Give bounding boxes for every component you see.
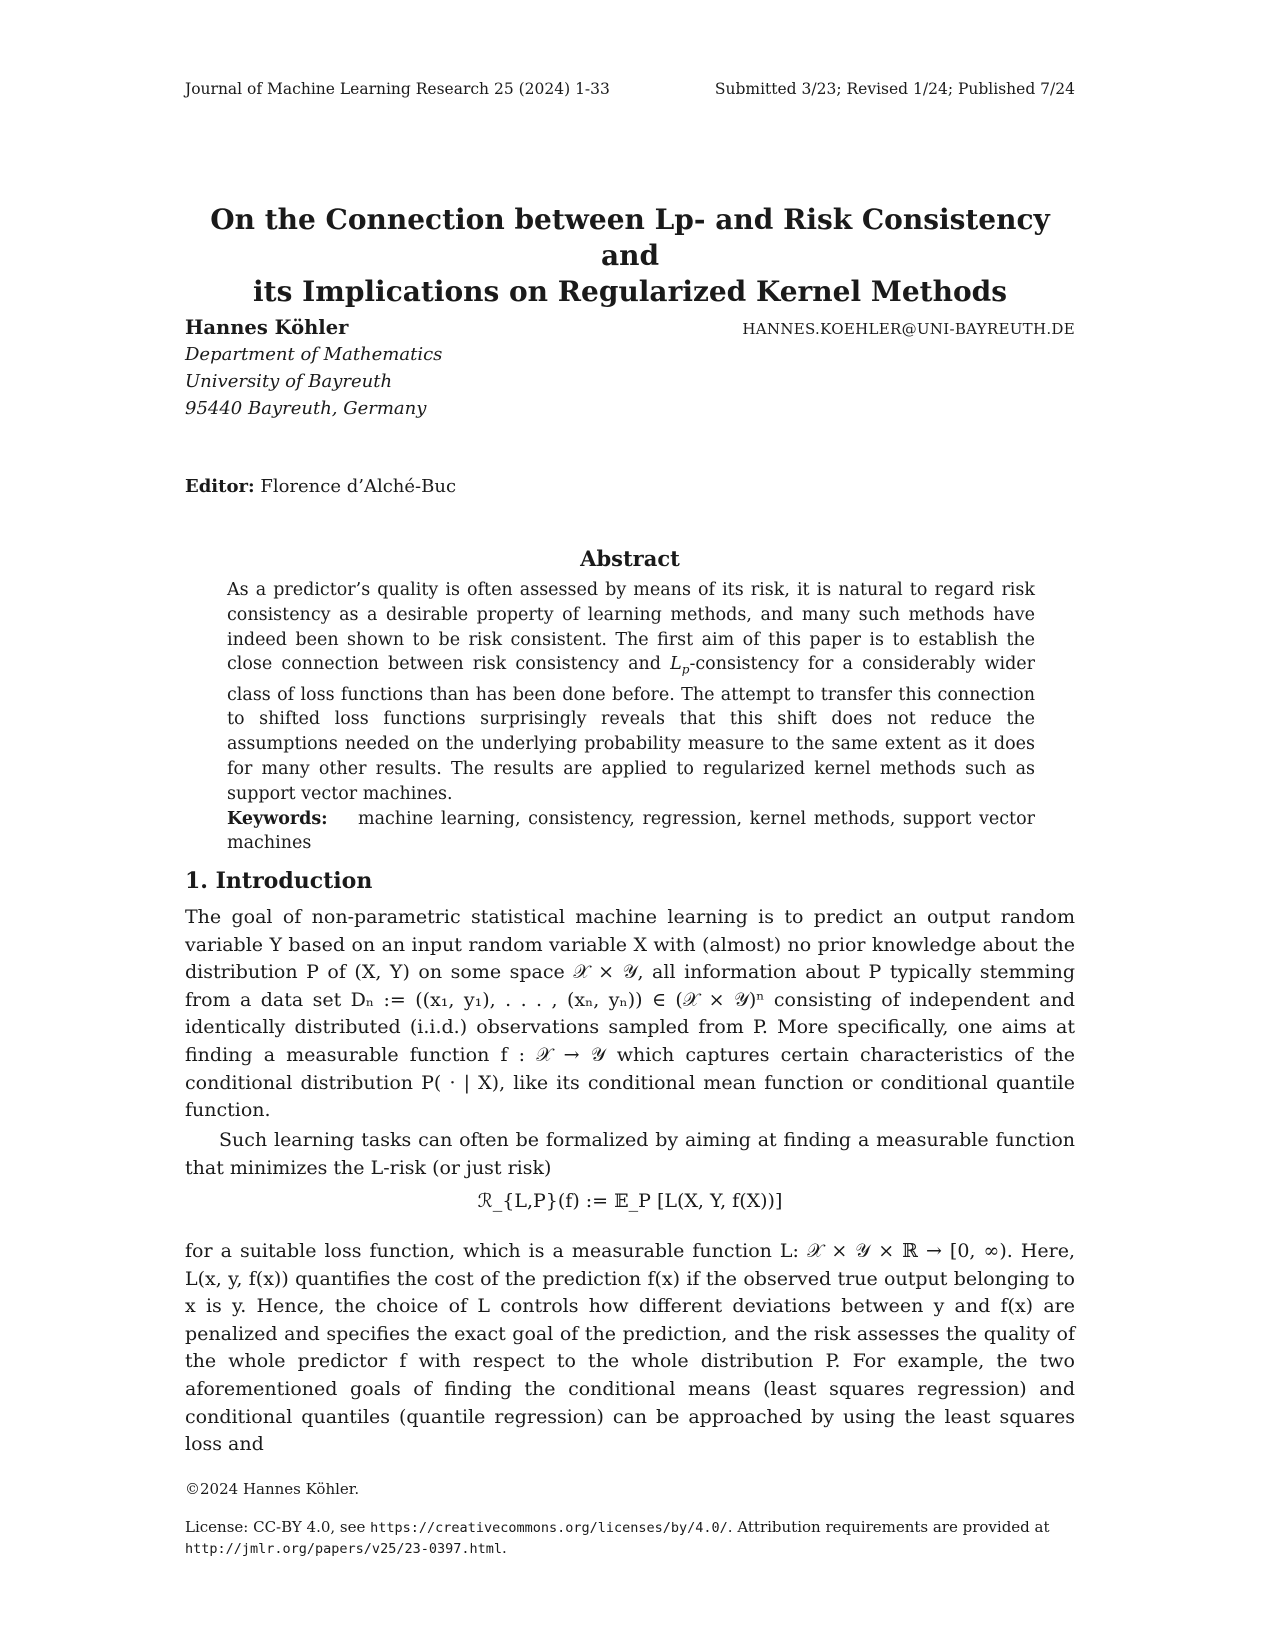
intro-paragraph-2: Such learning tasks can often be formalized by aiming at finding a measurable function that minimizes the L-risk (or just risk) [185,1129,1075,1179]
editor-line [185,476,456,497]
editor-name: Florence d’Alché-Buc [260,476,457,497]
section-title: Introduction [215,868,373,894]
section-number: 1. [185,868,208,894]
title-line-1: On the Connection between Lp- and Risk Consistency and [210,203,1050,272]
affiliation-university: University of Bayreuth [185,371,393,392]
abstract-body [227,578,1035,856]
abstract-heading: Abstract [580,546,680,571]
lp-subscript: p [681,662,690,677]
keywords-label: Keywords: [227,808,328,829]
license-text-c: . [501,1539,507,1557]
license-link[interactable]: https://creativecommons.org/licenses/by/4.0/ [370,1520,728,1536]
license-notice [185,1517,1075,1559]
title-line-2: its Implications on Regularized Kernel Methods [253,275,1007,308]
section-heading [185,868,372,894]
affiliation-department: Department of Mathematics [185,344,443,365]
intro-paragraph-1: The goal of non-parametric statistical machine learning is to predict an output random variable Y based on an input random variable X with (almost) no prior knowledge about the distribution P of (X, Y) on some space 𝒳 × 𝒴, all information about P typically stemming from a data set Dₙ := ((x₁, y₁), . . . , (xₙ, yₙ)) ∈ (𝒳 × 𝒴)ⁿ consisting of independent and identically distributed (i.i.d.) observations sampled from P. More specifically, one aims at finding a measurable function f : 𝒳 → 𝒴 which captures certain characteristics of the conditional distribution P( · | X), like its conditional mean function or conditional quantile function. [185,906,1075,1122]
paper-link[interactable]: http://jmlr.org/papers/v25/23-0397.html [185,1541,502,1557]
keywords-list: machine learning, consistency, regression, kernel methods, support vector machines [227,808,1035,854]
intro-paragraph-3: for a suitable loss function, which is a measurable function L: 𝒳 × 𝒴 × ℝ → [0, ∞). Here, L(x, y, f(x)) quantifies the cost of the prediction f(x) if the observed true output belonging to x is y. Hence, the choice of L controls how different deviations between y and f(x) are penalized and specifies the exact goal of the prediction, and the risk assesses the quality of the whole predictor f with respect to the whole distribution P. For example, the two aforementioned goals of finding the conditional means (least squares regression) and conditional quantiles (quantile regression) can be approached by using the least squares loss and [185,1240,1075,1456]
abstract-text-a: As a predictor’s quality is often assessed by means of its risk, it is natural to regard risk consistency as a desirable property of learning methods, and many such methods have indeed been shown to be risk consistent. The first aim of this paper is to establish the close connection between risk consistency and [227,580,1035,675]
journal-header: Journal of Machine Learning Research 25 (2024) 1-33 [185,80,610,98]
keywords [227,807,1035,857]
author-name: Hannes Köhler [185,316,349,339]
author-email: HANNES.KOEHLER@UNI-BAYREUTH.DE [742,320,1075,338]
license-text-a: License: CC-BY 4.0, see [185,1518,371,1536]
editor-label: Editor: [185,476,255,497]
abstract-text-b: -consistency for a considerably wider class of loss functions than has been done before. The attempt to transfer this connection to shifted loss functions surprisingly reveals that this shift does not reduce the assumptions needed on the underlying probability measure to the same extent as it does for many other results. The results are applied to regularized kernel methods such as support vector machines. [227,654,1036,804]
copyright-notice: ©2024 Hannes Köhler. [185,1480,360,1498]
license-text-b: . Attribution requirements are provided at [727,1518,1050,1536]
paper-title [185,202,1075,310]
risk-equation: ℛ_{L,P}(f) := 𝔼_P [L(X, Y, f(X))] [477,1190,783,1212]
lp-symbol: L [670,654,682,675]
affiliation-address: 95440 Bayreuth, Germany [185,398,427,419]
submission-dates: Submitted 3/23; Revised 1/24; Published 7/24 [714,80,1075,98]
